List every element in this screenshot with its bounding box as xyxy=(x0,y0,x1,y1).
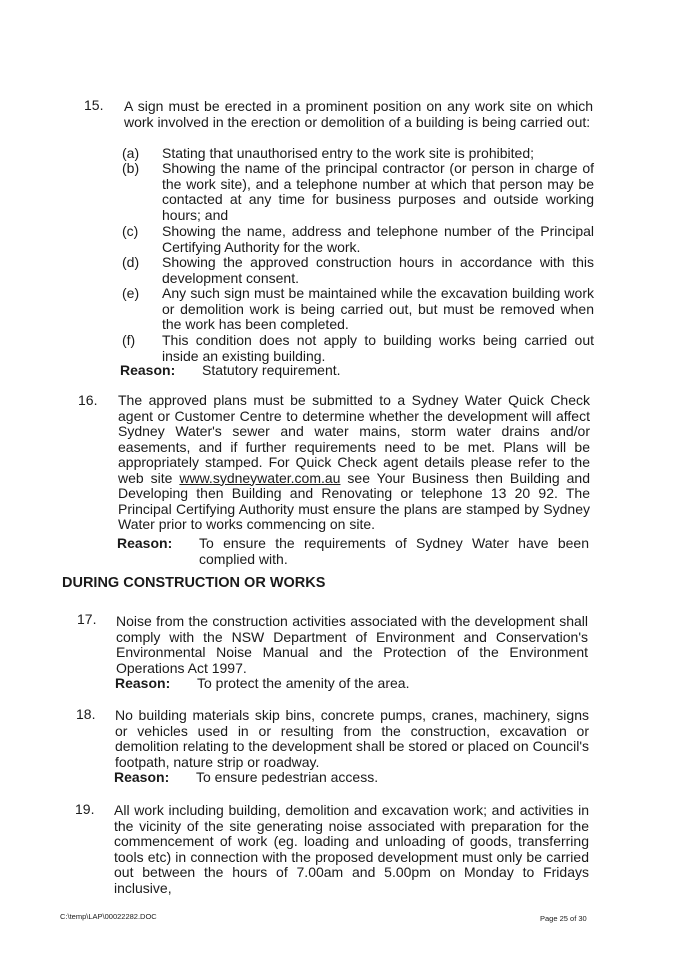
condition-text-part: The approved plans must be submitted to a Sydney Water Quick Check agent or Customer Centre to determine whether the development will affect Sydney Water's sewer and water mains, storm water drains and/or easements, and if further requirements need to be met. Plans will be appropriately stamped. For Quick Check agent details please refer to the web site xyxy=(118,392,590,486)
reason-label: Reason: xyxy=(114,769,170,785)
condition-text: No building materials skip bins, concrete pumps, cranes, machinery, signs or vehicles used in or resulting from the construction, excavation or demolition relating to the development shall be stored or placed on Council's footpath, nature strip or roadway. xyxy=(115,707,589,770)
condition-text-part: see Your Business then Building and Developing then Building and Renovating or telephone 13 20 92. The Principal Certifying Authority must ensure the plans are stamped by Sydney Water prior to works commencing on site. xyxy=(118,469,590,532)
list-item-text: Any such sign must be maintained while the excavation building work or demolition work is being carried out, but must be removed when the work has been completed. xyxy=(162,285,594,332)
list-item-text: This condition does not apply to building works being carried out inside an existing building. xyxy=(162,332,594,364)
reason-text: Statutory requirement. xyxy=(202,362,341,378)
condition-number: 17. xyxy=(77,611,97,627)
condition-number: 19. xyxy=(75,801,95,817)
list-item-text: Stating that unauthorised entry to the work site is prohibited; xyxy=(162,145,534,161)
section-heading: DURING CONSTRUCTION OR WORKS xyxy=(62,575,326,591)
sydney-water-link[interactable]: www.sydneywater.com.au xyxy=(179,469,341,486)
list-item-label: (b) xyxy=(122,160,140,176)
reason-label: Reason: xyxy=(120,362,176,378)
list-item-label: (c) xyxy=(122,223,139,239)
list-item-label: (e) xyxy=(122,285,140,301)
condition-text: All work including building, demolition and excavation work; and activities in the vicinity of the site generating noise associated with preparation for the commencement of work (eg. loading and unloading of goods, transferring tools etc) in connection with the proposed development must only be carried out between the hours of 7.00am and 5.00pm on Monday to Fridays inclusive, xyxy=(114,802,589,896)
reason-label: Reason: xyxy=(117,535,173,551)
footer-page-number: Page 25 of 30 xyxy=(540,914,587,923)
condition-number: 16. xyxy=(78,392,98,408)
condition-number: 18. xyxy=(76,706,96,722)
condition-text xyxy=(118,393,590,533)
reason xyxy=(117,536,589,568)
list-item-label: (f) xyxy=(122,332,136,348)
list-item-text: Showing the name of the principal contractor (or person in charge of the work site), and a telephone number at which that person may be contacted at any time for business purposes and outside working hours; and xyxy=(162,160,594,223)
list-item-label: (a) xyxy=(122,145,140,161)
reason-text: To protect the amenity of the area. xyxy=(197,675,410,691)
reason-text: To ensure the requirements of Sydney Water have been complied with. xyxy=(199,535,589,567)
footer-file-path: C:\temp\LAP\00022282.DOC xyxy=(60,912,157,921)
list-item-label: (d) xyxy=(122,254,140,270)
list-item-text: Showing the name, address and telephone number of the Principal Certifying Authority for the work. xyxy=(162,223,594,255)
condition-number: 15. xyxy=(84,97,104,113)
list-item-text: Showing the approved construction hours in accordance with this development consent. xyxy=(162,254,594,286)
reason-text: To ensure pedestrian access. xyxy=(196,769,379,785)
reason-label: Reason: xyxy=(115,675,171,691)
condition-text: A sign must be erected in a prominent position on any work site on which work involved in the erection or demolition of a building is being carried out: xyxy=(124,98,593,130)
condition-text: Noise from the construction activities associated with the development shall comply with the NSW Department of Environment and Conservation's Environmental Noise Manual and the Protection of the Environment Operations Act 1997. xyxy=(116,613,588,676)
